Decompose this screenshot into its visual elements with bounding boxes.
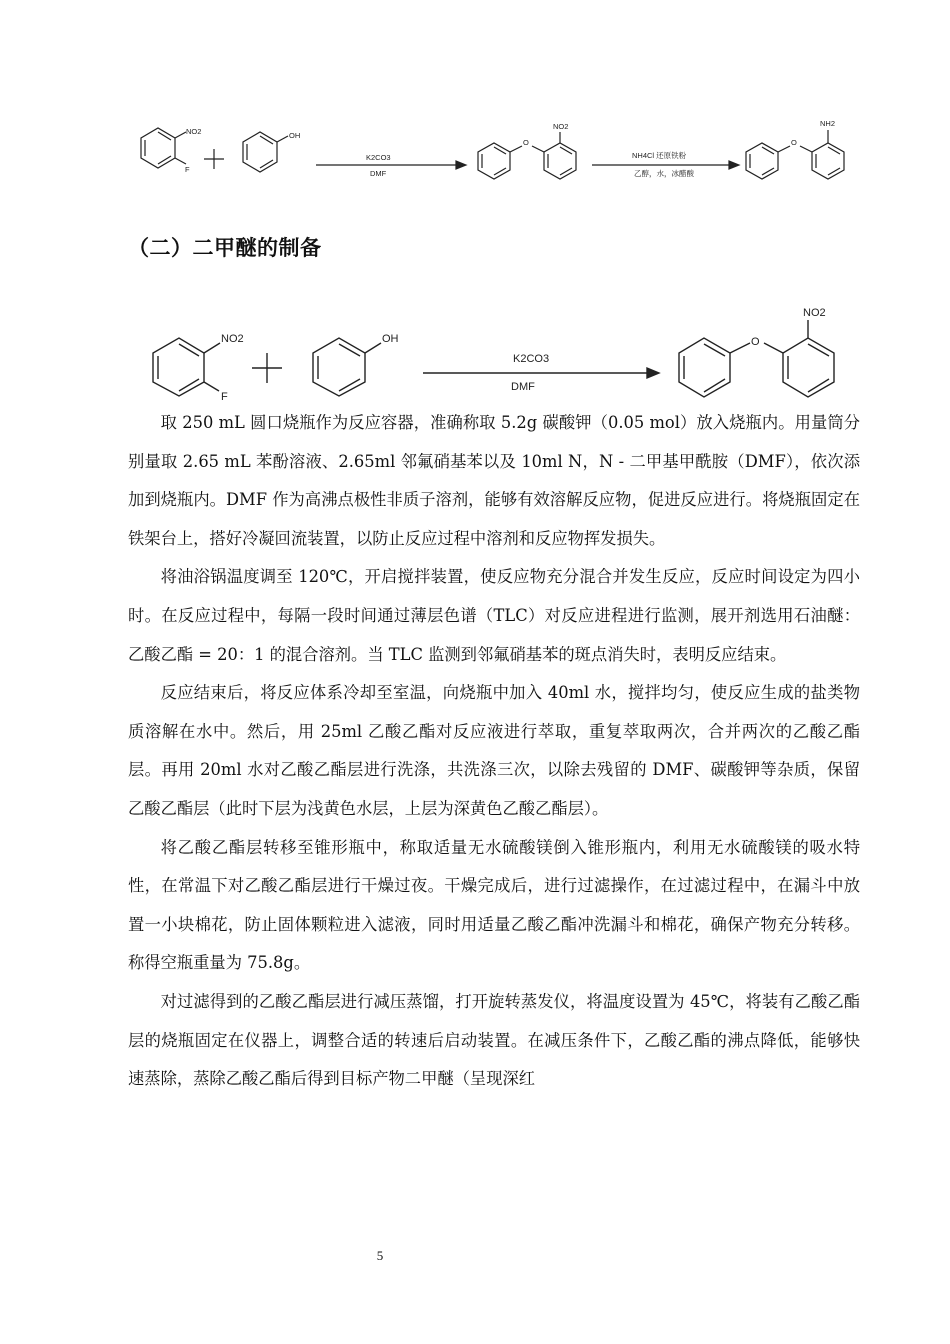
section-heading: （二）二甲醚的制备 [128, 236, 322, 260]
reaction-scheme-2-drawing [0, 296, 950, 406]
page-number: 5 [376, 1248, 384, 1263]
reaction-scheme-1 [0, 100, 950, 210]
nitro-label: NO2 [803, 307, 826, 319]
amino-label: NH2 [820, 119, 836, 128]
nitro-label: NO2 [221, 333, 244, 345]
fluoronitrobenzene-structure [153, 338, 220, 396]
paragraph: 反应结束后，将反应体系冷却至室温，向烧瓶中加入 40ml 水，搅拌均匀，使反应生成的盐类物质溶解在水中。然后，用 25ml 乙酸乙酯对反应液进行萃取，重复萃取两次，合并两次的乙酸乙酯层。再用 20ml 水对乙酸乙酯层进行洗涤，共洗涤三次，以除去残留的 DMF、碳酸钾等杂质，保留乙酸乙酯层（此时下层为浅黄色水层，上层为深黄色乙酸乙酯层）。 [128, 683, 860, 818]
reagent-1-top: K2CO3 [366, 153, 391, 162]
reagent-1-bottom: DMF [370, 169, 387, 178]
reagent-bottom: DMF [511, 381, 535, 393]
fluoronitrobenzene-structure [141, 128, 186, 168]
paragraph: 将乙酸乙酯层转移至锥形瓶中，称取适量无水硫酸镁倒入锥形瓶内，利用无水硫酸镁的吸水特性，在常温下对乙酸乙酯层进行干燥过夜。干燥完成后，进行过滤操作，在过滤过程中，在漏斗中放置一小块棉花，防止固体颗粒进入滤液，同时用适量乙酸乙酯冲洗漏斗和棉花，确保产物充分转移。称得空瓶重量为 75.8g。 [128, 837, 860, 973]
nitro-label: NO2 [186, 127, 202, 136]
hydroxyl-label: OH [289, 131, 301, 140]
ether-oxygen-label: O [523, 138, 529, 147]
nitrodiphenyl-ether-structure [679, 320, 834, 397]
phenol-structure [243, 132, 288, 172]
reagent-2-top: NH4Cl 还原铁粉 [632, 151, 687, 160]
paragraph: 对过滤得到的乙酸乙酯层进行减压蒸馏，打开旋转蒸发仪，将温度设置为 45℃，将装有乙酸乙酯层的烧瓶固定在仪器上，调整合适的转速后启动装置。在减压条件下，乙酸乙酯的沸点降低，能够快速蒸除，蒸除乙酸乙酯后得到目标产物二甲醚（呈现深红 [128, 991, 860, 1089]
ether-oxygen-label: O [751, 336, 760, 348]
fluoro-label: F [221, 391, 228, 403]
ether-oxygen-label: O [791, 138, 797, 147]
reagent-2-bottom: 乙醇，水，冰醋酸 [634, 169, 694, 178]
paragraph: 取 250 mL 圆口烧瓶作为反应容器，准确称取 5.2g 碳酸钾（0.05 mol）放入烧瓶内。用量筒分别量取 2.65 mL 苯酚溶液、2.65ml 邻氟硝基苯以及 10ml N，N - 二甲基甲酰胺（DMF），依次添加到烧瓶内。DMF 作为高沸点极性非质子溶剂，能够有效溶解反应物，促进反应进行。将烧瓶固定在铁架台上，搭好冷凝回流装置，以防止反应过程中溶剂和反应物挥发损失。 [128, 413, 860, 548]
reagent-top: K2CO3 [513, 353, 550, 365]
paragraph: 将油浴锅温度调至 120℃，开启搅拌装置，使反应物充分混合并发生反应，反应时间设定为四小时。在反应过程中，每隔一段时间通过薄层色谱（TLC）对反应进程进行监测，展开剂选用石油醚：乙酸乙酯 = 20：1 的混合溶剂。当 TLC 监测到邻氟硝基苯的斑点消失时，表明反应结束。 [128, 567, 860, 664]
hydroxyl-label: OH [382, 333, 399, 345]
fluoro-label: F [185, 165, 190, 174]
reaction-scheme-2 [0, 296, 950, 406]
nitro-label: NO2 [553, 122, 569, 131]
phenol-structure [313, 338, 381, 396]
reaction-scheme-1-drawing [0, 100, 950, 210]
body-text [128, 404, 860, 1099]
